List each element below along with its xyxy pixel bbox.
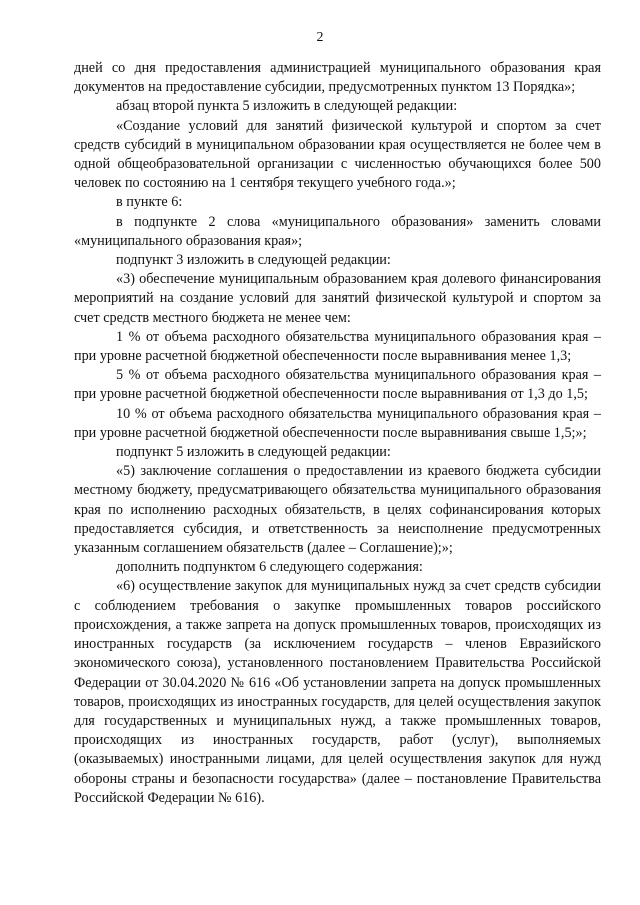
paragraph: в подпункте 2 слова «муниципального образования» заменить словами «муниципального образования края»; <box>74 213 601 249</box>
paragraph: 1 % от объема расходного обязательства муниципального образования края – при уровне расчетной бюджетной обеспеченности после выравнивания менее 1,3; <box>74 328 601 365</box>
paragraph: «5) заключение соглашения о предоставлении из краевого бюджета субсидии местному бюджету, предусматривающего обязательства муниципального образования края по исполнению расходных обязательств, в целях софинансирования которых предоставляется субсидия, и ответственность за неисполнение предусмотренных указанным соглашением обязательств (далее – Соглашение);»; <box>74 463 601 557</box>
paragraph: дней со дня предоставления администрацией муниципального образования края документов на предоставление субсидии, предусмотренных пунктом 13 Порядка»; <box>74 60 601 96</box>
paragraph: «3) обеспечение муниципальным образованием края долевого финансирования мероприятий на создание условий для занятий физической культурой и спортом за счет средств местного бюджета не менее чем: <box>74 271 601 326</box>
page-number: 2 <box>316 30 324 45</box>
paragraph: абзац второй пункта 5 изложить в следующей редакции: <box>116 98 458 115</box>
paragraph: дополнить подпунктом 6 следующего содержания: <box>116 559 423 576</box>
document-body <box>74 59 601 808</box>
paragraph: в пункте 6: <box>116 194 183 211</box>
paragraph: подпункт 5 изложить в следующей редакции: <box>116 444 391 461</box>
paragraph: подпункт 3 изложить в следующей редакции: <box>116 252 391 269</box>
paragraph: 10 % от объема расходного обязательства муниципального образования края – при уровне расчетной бюджетной обеспеченности после выравнивания свыше 1,5;»; <box>74 405 601 441</box>
paragraph: «6) осуществление закупок для муниципальных нужд за счет средств субсидии с соблюдением требования о закупке промышленных товаров российского происхождения, а также запрета на допуск промышленных товаров, происходящих из иностранных государств (за исключением государств – членов Евразийского экономического союза), установленного постановлением Правительства Российской Федерации от 30.04.2020 № 616 «Об установлении запрета на допуск промышленных товаров, происходящих из иностранных государств, для целей осуществления закупок для государственных и муниципальных нужд, а также промышленных товаров, происходящих из иностранных государств, работ (услуг), выполняемых (оказываемых) иностранными лицами, для целей осуществления закупок для нужд обороны страны и безопасности государства» (далее – постановление Правительства Российской Федерации № 616). <box>74 578 601 806</box>
paragraph: 5 % от объема расходного обязательства муниципального образования края – при уровне расчетной бюджетной обеспеченности после выравнивания от 1,3 до 1,5; <box>74 367 601 403</box>
paragraph: «Создание условий для занятий физической культурой и спортом за счет средств субсидий в муниципальном образовании края осуществляется не более чем в одной общеобразовательной организации с численностью обучающихся более 500 человек по состоянию на 1 сентября текущего учебного года.»; <box>74 117 601 192</box>
